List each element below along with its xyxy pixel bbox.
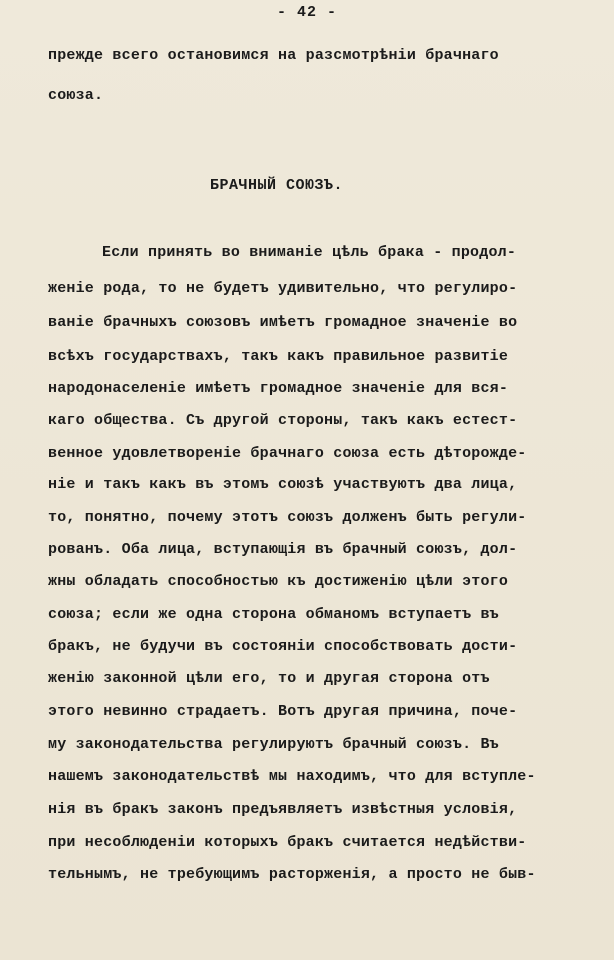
text-line: бракъ, не будучи въ состояніи способствовать дости-	[48, 638, 518, 655]
text-line: каго общества. Съ другой стороны, такъ какъ естест-	[48, 412, 518, 429]
text-line: союза.	[48, 87, 104, 104]
text-line: женію законной цѣли его, то и другая сторона отъ	[48, 670, 490, 687]
text-line: союза; если же одна сторона обманомъ вступаетъ въ	[48, 606, 499, 623]
text-line: этого невинно страдаетъ. Вотъ другая причина, поче-	[48, 703, 518, 720]
text-line: Если принять во вниманіе цѣль брака - продол-	[102, 244, 517, 261]
text-line: ніе и такъ какъ въ этомъ союзѣ участвуютъ два лица,	[48, 476, 518, 493]
text-line: то, понятно, почему этотъ союзъ долженъ быть регули-	[48, 509, 527, 526]
text-line: му законодательства регулируютъ брачный союзъ. Въ	[48, 736, 499, 753]
text-line: ваніе брачныхъ союзовъ имѣетъ громадное значеніе во	[48, 314, 518, 331]
text-line: женіе рода, то не будетъ удивительно, что регулиро-	[48, 280, 518, 297]
text-line: жны обладать способностью къ достиженію цѣли этого	[48, 573, 509, 590]
text-line: прежде всего остановимся на разсмотрѣніи брачнаго	[48, 47, 499, 64]
text-line: рованъ. Оба лица, вступающія въ брачный союзъ, дол-	[48, 541, 518, 558]
text-line: венное удовлетвореніе брачнаго союза есть дѣторожде-	[48, 445, 527, 462]
text-line: всѣхъ государствахъ, такъ какъ правильное развитіе	[48, 348, 509, 365]
text-line: при несоблюденіи которыхъ бракъ считается недѣйстви-	[48, 834, 527, 851]
page-number: - 42 -	[276, 4, 337, 21]
text-line: народонаселеніе имѣетъ громадное значеніе для вся-	[48, 380, 509, 397]
text-line: нія въ бракъ законъ предъявляетъ извѣстныя условія,	[48, 801, 518, 818]
section-heading: БРАЧНЫЙ СОЮЗЪ.	[210, 177, 344, 194]
text-line: нашемъ законодательствѣ мы находимъ, что для вступле-	[48, 768, 536, 785]
text-line: тельнымъ, не требующимъ расторженія, а просто не быв-	[48, 866, 536, 883]
